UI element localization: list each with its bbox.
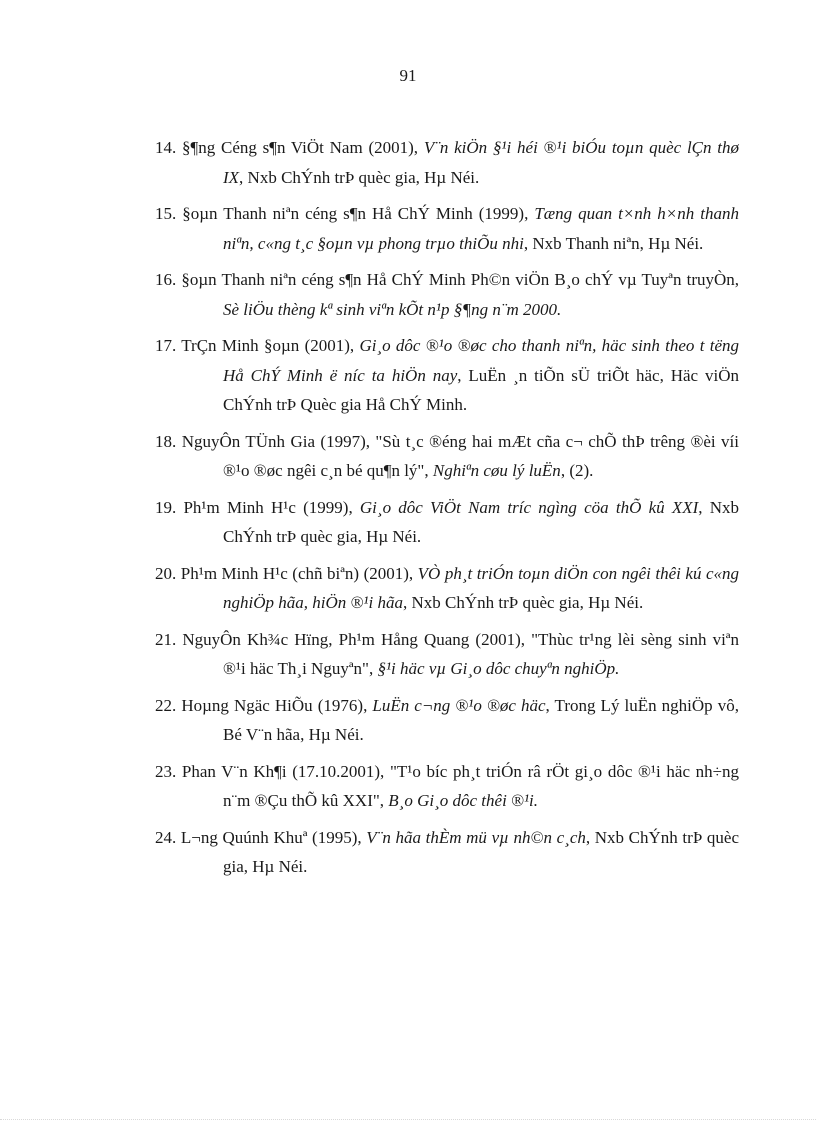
reference-number: 16.: [155, 270, 182, 289]
reference-number: 23.: [155, 761, 182, 781]
reference-number: 17.: [155, 336, 182, 355]
reference-text: Phan V¨n Kh¶i (17.10.2001), "T¹o bíc ph¸t triÓn râ rÖt gi¸o dôc ®¹i häc nh÷ng n¨m ®Çu thÕ kû XXI",: [181, 761, 740, 810]
reference-text: §oµn Thanh niªn céng s¶n Hå ChÝ Minh (1999),: [182, 204, 535, 223]
reference-number: 21.: [155, 629, 183, 649]
reference-entry: [155, 427, 739, 486]
reference-number: 15.: [155, 204, 183, 223]
reference-text: , Nxb ChÝnh trÞ quèc gia, Hµ Néi.: [239, 167, 480, 187]
reference-text: , Nxb ChÝnh trÞ quèc gia, Hµ Néi.: [223, 827, 740, 876]
reference-text: L¬ng Quúnh Khuª (1995),: [180, 827, 367, 847]
page-number: 91: [399, 66, 417, 85]
reference-entry: [155, 493, 739, 552]
reference-number: 20.: [155, 563, 181, 583]
reference-number: 14.: [155, 138, 183, 157]
reference-text: , Nxb ChÝnh trÞ quèc gia, Hµ Néi.: [403, 593, 644, 612]
reference-text: Ph¹m Minh H¹c (chñ biªn) (2001),: [180, 563, 418, 583]
reference-entry: [155, 823, 739, 882]
reference-title: Gi¸o dôc ViÖt Nam tríc ngìng cöa thÕ kû XXI: [359, 497, 699, 517]
reference-text: , Trong Lý luËn nghiÖp vô, Bé V¨n hãa, Hµ Néi.: [223, 695, 739, 744]
reference-title: Gi¸o dôc ®¹o ®øc cho thanh niªn, häc sinh theo t tëng Hå ChÝ Minh ë níc ta hiÖn nay: [223, 336, 739, 385]
reference-text: , (2).: [560, 461, 594, 480]
reference-title: V¨n kiÖn §¹i héi ®¹i biÓu toµn quèc lÇn thø IX: [223, 138, 740, 187]
reference-entry: [155, 691, 739, 750]
reference-entry: [155, 559, 739, 618]
reference-number: 24.: [155, 827, 181, 847]
reference-text: §oµn Thanh niªn céng s¶n Hå ChÝ Minh Ph©n viÖn B¸o chÝ vµ Tuyªn truyÒn,: [181, 270, 740, 289]
reference-title: V¨n hãa thÈm mü vµ nh©n c¸ch: [366, 827, 586, 847]
reference-entry: [155, 265, 739, 324]
reference-title: B¸o Gi¸o dôc thêi ®¹i.: [388, 791, 539, 810]
reference-text: , Nxb Thanh niªn, Hµ Néi.: [523, 233, 704, 253]
reference-entry: [155, 625, 739, 684]
reference-number: 19.: [155, 497, 184, 517]
reference-number: 22.: [155, 695, 182, 715]
reference-list: [155, 133, 739, 889]
reference-entry: [155, 199, 739, 258]
reference-title: Sè liÖu thèng kª sinh viªn kÕt n¹p §¶ng n¨m 2000.: [223, 299, 562, 319]
page-bottom-border: [0, 1119, 816, 1120]
reference-text: , LuËn ¸n tiÕn sÜ triÕt häc, Häc viÖn ChÝnh trÞ Quèc gia Hå ChÝ Minh.: [223, 365, 739, 414]
reference-title: LuËn c¬ng ®¹o ®øc häc: [372, 695, 546, 715]
reference-text: , Nxb ChÝnh trÞ quèc gia, Hµ Néi.: [223, 497, 740, 546]
reference-text: NguyÔn Kh¾c Hïng, Ph¹m Hång Quang (2001), "Thùc tr¹ng lèi sèng sinh viªn ®¹i häc Th¸i Nguyªn",: [182, 629, 739, 678]
reference-title: VÒ ph¸t triÓn toµn diÖn con ngêi thêi kú c«ng nghiÖp hãa, hiÖn ®¹i hãa: [223, 563, 739, 612]
reference-title: §¹i häc vµ Gi¸o dôc chuyªn nghiÖp.: [377, 659, 620, 678]
reference-entry: [155, 331, 739, 420]
reference-number: 18.: [155, 431, 182, 451]
reference-text: TrÇn Minh §oµn (2001),: [181, 336, 360, 355]
reference-text: Hoµng Ngäc HiÕu (1976),: [181, 695, 373, 715]
reference-text: NguyÔn TÜnh Gia (1997), "Sù t¸c ®éng hai mÆt cña c¬ chÕ thÞ trêng ®èi víi ®¹o ®øc ngêi c¸n bé qu¶n lý",: [181, 431, 739, 480]
reference-entry: [155, 757, 739, 816]
reference-title: Tæng quan t×nh h×nh thanh niªn, c«ng t¸c §oµn vµ phong trµo thiÕu nhi: [223, 204, 740, 253]
reference-text: Ph¹m Minh H¹c (1999),: [183, 497, 360, 517]
reference-title: Nghiªn cøu lý luËn: [432, 461, 561, 480]
reference-entry: [155, 133, 739, 192]
reference-text: §¶ng Céng s¶n ViÖt Nam (2001),: [182, 138, 424, 157]
